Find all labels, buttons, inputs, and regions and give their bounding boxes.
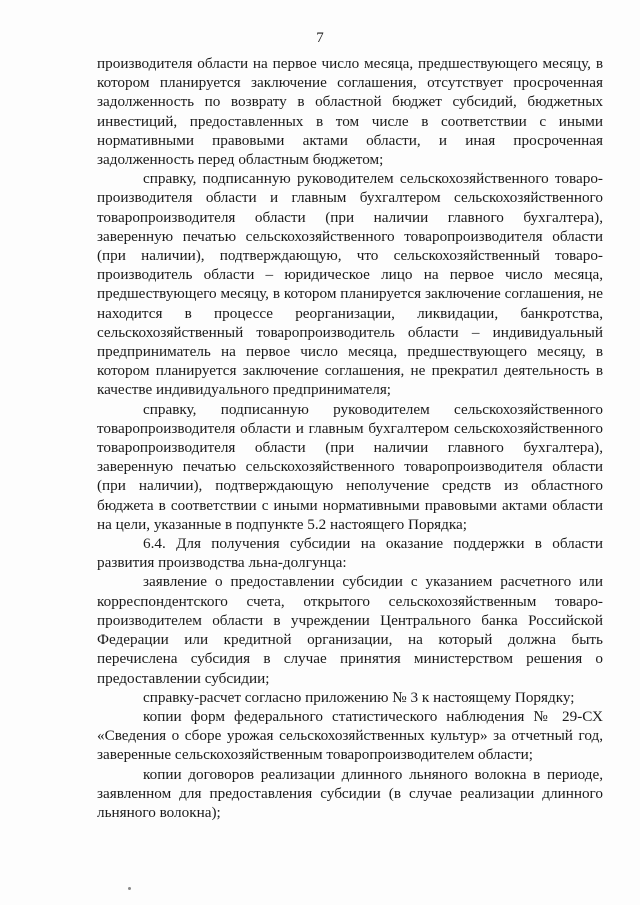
paragraph-clause-6-4: 6.4. Для получения субсидии на оказание поддержки в области развития производства льна-долгунца: xyxy=(97,535,603,572)
paragraph-calculation-certificate: справку-расчет согласно приложению № 3 к настоящему Порядку; xyxy=(143,688,575,706)
paragraph-flax-contracts: копии договоров реализации длинного льняного волокна в периоде, заявленном для предоставления субсидии (в случае реализации длинного льняного волокна); xyxy=(97,765,603,821)
paragraph-statistical-forms: копии форм федерального статистического наблюдения № 29-СХ «Сведения о сборе урожая сельскохозяйственных культур» за отчетный год, заверенные сельскохозяйственным товаропроизводителем области; xyxy=(97,707,603,764)
page-number: 7 xyxy=(316,30,324,46)
paragraph-certificate-non-receipt: справку, подписанную руководителем сельскохозяйственного товаропроизводителя области и главным бухгалтером сельскохозяйственного товаропроизводителя области (при наличии главного бухгалтера), заверенную печатью сельскохозяйственного товаропроизводителя области (при наличии), подтверждающую неполучение средств из областного бюджета в соответствии с иными нормативными правовыми актами области на цели, указанные в подпункте 5.2 настоящего Порядка; xyxy=(97,400,603,533)
paragraph-application: заявление о предоставлении субсидии с указанием расчетного или корреспондентского счета, открытого сельскохозяйственным товаро-производителем области в учреждении Центрального банка Российской Федерации или кредитной организации, на который должна быть перечислена субсидия в случае принятия министерством решения о предоставлении субсидии; xyxy=(97,573,603,687)
scan-speck xyxy=(128,887,131,890)
paragraph-certificate-reorganization: справку, подписанную руководителем сельскохозяйственного товаро-производителя области и главным бухгалтером сельскохозяйственного товаропроизводителя области (при наличии главного бухгалтера), заверенную печатью сельскохозяйственного товаропроизводителя области (при наличии), подтверждающую, что сельскохозяйственный товаро-производитель области – юридическое лицо на первое число месяца, предшествующего месяцу, в котором планируется заключение соглашения, не находится в процессе реорганизации, ликвидации, банкротства, сельскохозяйственный товаропроизводитель области – индивидуальный предприниматель на первое число месяца, предшествующего месяцу, в котором планируется заключение соглашения, не прекратил деятельность в качестве индивидуального предпринимателя; xyxy=(97,170,603,399)
paragraph-continuation: производителя области на первое число месяца, предшествующего месяцу, в котором планируется заключение соглашения, отсутствует просроченная задолженность по возврату в областной бюджет субсидий, бюджетных инвестиций, предоставленных в том числе в соответствии с иными нормативными правовыми актами области, и иная просроченная задолженность перед областным бюджетом; xyxy=(97,55,603,169)
document-body xyxy=(97,54,603,822)
